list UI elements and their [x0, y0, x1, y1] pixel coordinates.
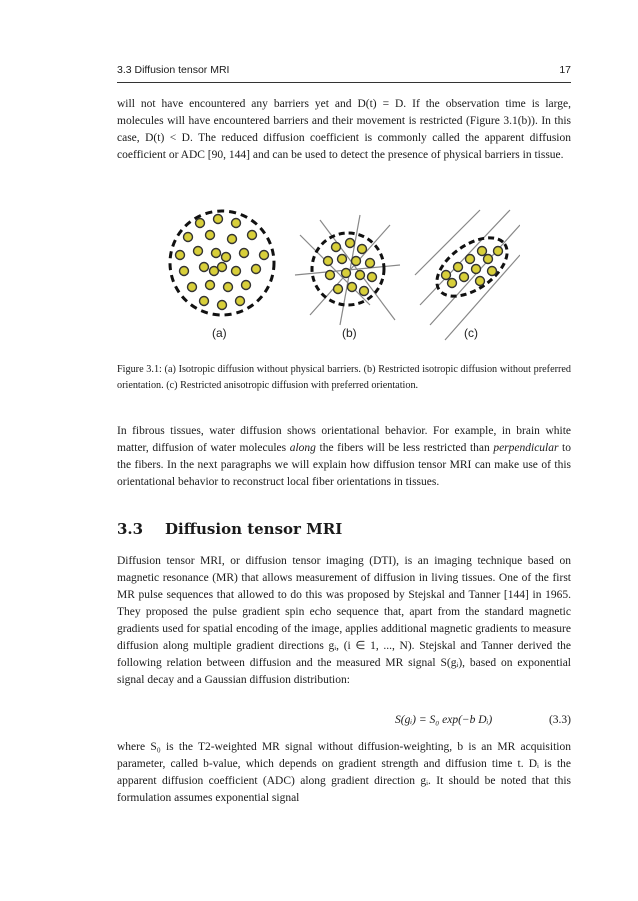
panel-a-isotropic: [170, 211, 274, 315]
paragraph-dti: Diffusion tensor MRI, or diffusion tensor imaging (DTI), is an imaging technique based on magnetic resonance (MR) that allows measurement of diffusion in living tissues. One of the first MR pulse sequences that allowed to do this was proposed by Stejskal and Tanner [144] in 1965. They proposed the pulse gradient spin echo sequence that, apart from the standard magnetic gradients used for spatial encoding of the image, applies additional magnetic gradients to measure diffusion along multiple gradient directions gᵢ, (i ∈ 1, ..., N). Stejskal and Tanner derived the following relation between diffusion and the measured MR signal S(gᵢ), based on exponential signal decay and a Gaussian diffusion distribution:: [117, 555, 571, 686]
figure-label-c: (c): [464, 326, 478, 340]
paragraph-fibrous: [117, 423, 571, 491]
figure-label-b: (b): [342, 326, 357, 340]
header-title: 3.3 Diffusion tensor MRI: [117, 64, 230, 76]
running-header: [117, 64, 571, 76]
section-number: 3.3: [117, 520, 144, 538]
equation-number: (3.3): [548, 714, 571, 726]
figure-caption: Figure 3.1: (a) Isotropic diffusion without physical barriers. (b) Restricted isotropic diffusion without preferred orientation. (c) Restricted anisotropic diffusion with preferred orientation.: [117, 364, 571, 391]
page-number: 17: [559, 64, 571, 76]
para2-text-1: In fibrous tissues, water diffusion shows orientational behavior. For example, in brain white matter, diffusion of water molecules: [117, 425, 571, 454]
panel-c-anisotropic: [415, 210, 520, 340]
equation-formula: S(gᵢ) = S₀ exp(−b Dᵢ): [395, 714, 493, 726]
paragraph-where: where S₀ is the T2-weighted MR signal without diffusion-weighting, b is an MR acquisition parameter, called b-value, which depends on gradient strength and diffusion time t. Dᵢ is the apparent diffusion coefficient (ADC) along gradient direction gᵢ. It should be noted that this formulation assumes exponential signal: [117, 741, 571, 804]
panel-b-restricted: [295, 215, 400, 325]
diffusion-figure: [160, 205, 520, 345]
figure-label-a: (a): [212, 326, 227, 340]
para2-text-2: the fibers will be less restricted than: [315, 442, 494, 454]
paragraph-intro: will not have encountered any barriers yet and D(t) = D. If the observation time is large, molecules will have encountered barriers and their movement is restricted (Figure 3.1(b)). In this case, D(t) < D. The reduced diffusion coefficient is commonly called the apparent diffusion coefficient or ADC [90, 144] and can be used to detect the presence of physical barriers in tissue.: [117, 98, 571, 161]
header-rule: [117, 82, 571, 83]
para2-emphasis-perpendicular: perpendicular: [493, 442, 559, 454]
para2-text-3: to the fibers. In the next paragraphs we will explain how diffusion tensor MRI can make use of this orientational behavior to reconstruct local fiber orientations in tissues.: [117, 442, 571, 488]
section-title: Diffusion tensor MRI: [165, 520, 343, 538]
para2-emphasis-along: along: [289, 442, 316, 454]
section-heading: [117, 520, 342, 538]
